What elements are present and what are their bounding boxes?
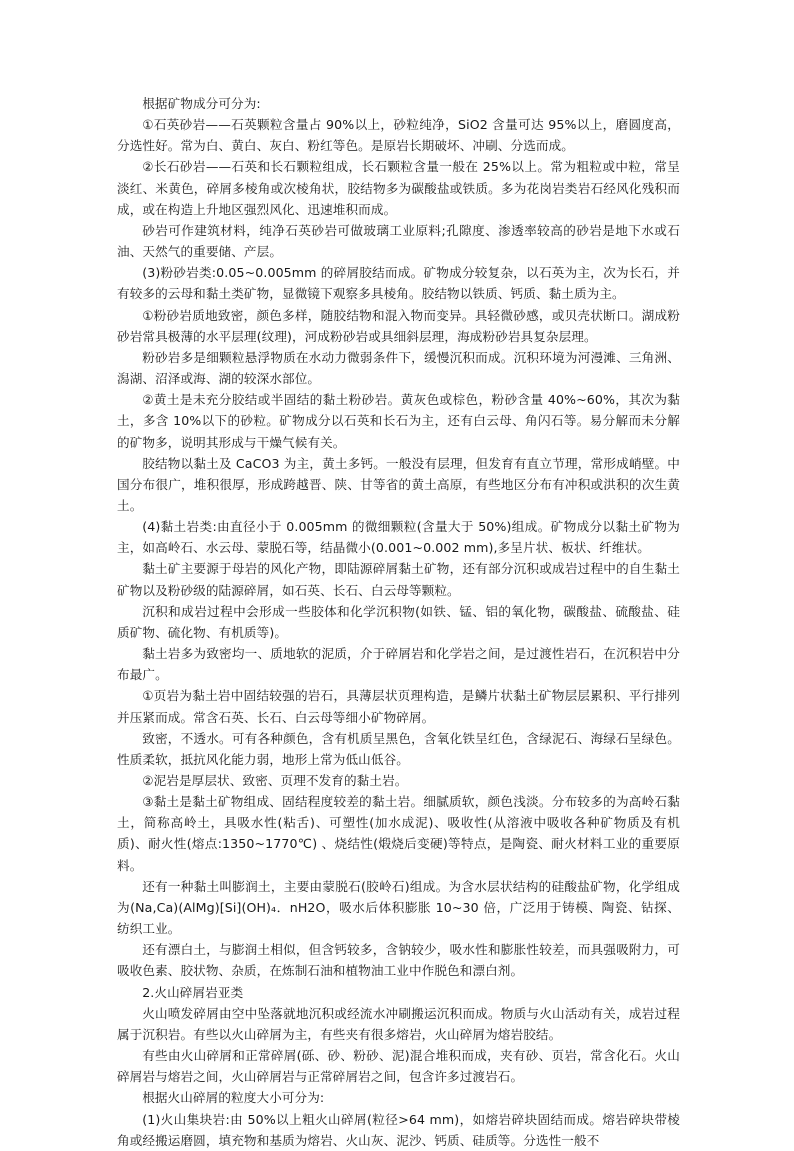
- paragraph-clay: ③黏土是黏土矿物组成、固结程度较差的黏土岩。细腻质软，颜色浅淡。分布较多的为高岭石黏土，简称高岭土，具吸水性(粘舌)、可塑性(加水成泥)、吸收性(从溶液中吸收各种矿物质及有机质)、耐火性(熔点:1350~1770℃) 、烧结性(煅烧后变硬)等特点，是陶瓷、耐火材料工业的重要原料。: [117, 794, 680, 873]
- paragraph-claystone: (4)黏土岩类:由直径小于 0.005mm 的微细颗粒(含量大于 50%)组成。矿物成分以黏土矿物为主，如高岭石、水云母、蒙脱石等，结晶微小(0.001~0.002 mm),多呈片状、板状、纤维状。: [117, 519, 680, 556]
- paragraph-grain-size-heading: 根据火山碎屑的粒度大小可分为:: [142, 1090, 325, 1106]
- paragraph-clay-minerals-origin: 黏土矿主要源于母岩的风化产物，即陆源碎屑黏土矿物，还有部分沉积或成岩过程中的自生黏土矿物以及粉砂级的陆源碎屑，如石英、长石、白云母等颗粒。: [117, 561, 680, 598]
- paragraph-claystone-nature: 黏土岩多为致密均一、质地软的泥质，介于碎屑岩和化学岩之间，是过渡性岩石，在沉积岩中分布最广。: [117, 646, 680, 683]
- paragraph-shale: ①页岩为黏土岩中固结较强的岩石，具薄层状页理构造，是鳞片状黏土矿物层层累积、平行排列并压紧而成。常含石英、长石、白云母等细小矿物碎屑。: [117, 688, 680, 725]
- paragraph-pyroclastic-origin: 火山喷发碎屑由空中坠落就地沉积或经流水冲刷搬运沉积而成。物质与火山活动有关，成岩过程属于沉积岩。有些以火山碎屑为主，有些夹有很多熔岩，火山碎屑为熔岩胶结。: [117, 1005, 680, 1042]
- paragraph-pyroclastic-mixed: 有些由火山碎屑和正常碎屑(砾、砂、粉砂、泥)混合堆积而成，夹有砂、页岩，常含化石。火山碎屑岩与熔岩之间，火山碎屑岩与正常碎屑岩之间，包含许多过渡岩石。: [117, 1048, 680, 1085]
- paragraph-siltstone-texture: ①粉砂岩质地致密，颜色多样，随胶结物和混入物而变异。具轻微砂感，或贝壳状断口。湖成粉砂岩常具极薄的水平层理(纹理)，河成粉砂岩或具细斜层理，海成粉砂岩具复杂层理。: [117, 307, 680, 344]
- paragraph-siltstone: (3)粉砂岩类:0.05~0.005mm 的碎屑胶结而成。矿物成分较复杂，以石英为主，次为长石，并有较多的云母和黏土类矿物，显微镜下观察多具棱角。胶结物以铁质、钙质、黏土质为主。: [117, 265, 680, 302]
- paragraph-bentonite: 还有一种黏土叫膨润土，主要由蒙脱石(胶岭石)组成。为含水层状结构的硅酸盐矿物，化学组成为(Na,Ca)(AlMg)[Si](OH)₄．nH2O，吸水后体积膨胀 10~30 倍，广泛用于铸模、陶瓷、钻探、纺织工业。: [117, 878, 680, 937]
- paragraph-fullers-earth: 还有漂白土，与膨润土相似，但含钙较多，含钠较少，吸水性和膨胀性较差，而具强吸附力，可吸收色素、胶状物、杂质，在炼制石油和植物油工业中作脱色和漂白剂。: [117, 942, 680, 979]
- paragraph-mudstone: ②泥岩是厚层状、致密、页理不发育的黏土岩。: [142, 773, 408, 788]
- document-page: [117, 93, 680, 1151]
- paragraph-quartz-sandstone: ①石英砂岩——石英颗粒含量占 90%以上，砂粒纯净，SiO2 含量可达 95%以上，磨圆度高，分选性好。常为白、黄白、灰白、粉红等色。是原岩长期破坏、冲刷、分选而成。: [117, 117, 680, 154]
- paragraph-colloids: 沉积和成岩过程中会形成一些胶体和化学沉积物(如铁、锰、铝的氧化物，碳酸盐、硫酸盐、硅质矿物、硫化物、有机质等)。: [117, 603, 680, 640]
- section-heading-pyroclastic: 2.火山碎屑岩亚类: [142, 984, 244, 1000]
- paragraph-loess-cement: 胶结物以黏土及 CaCO3 为主，黄土多钙。一般没有层理，但发育有直立节理，常形成峭壁。中国分布很广，堆积很厚，形成跨越晋、陕、甘等省的黄土高原，有些地区分布有冲积或洪积的次生黄土。: [117, 455, 680, 513]
- paragraph-agglomerate: (1)火山集块岩:由 50%以上粗火山碎屑(粒径>64 mm)，如熔岩碎块固结而成。熔岩碎块带棱角或经搬运磨圆，填充物和基质为熔岩、火山灰、泥沙、钙质、硅质等。分选性一般不: [117, 1111, 680, 1148]
- paragraph-sandstone-uses: 砂岩可作建筑材料，纯净石英砂岩可做玻璃工业原料;孔隙度、渗透率较高的砂岩是地下水或石油、天然气的重要储、产层。: [117, 222, 680, 260]
- paragraph-arkose: ②长石砂岩——石英和长石颗粒组成，长石颗粒含量一般在 25%以上。常为粗粒或中粒，常呈淡红、米黄色，碎屑多棱角或次棱角状，胶结物多为碳酸盐或铁质。多为花岗岩类岩石经风化残积而成，或在构造上升地区强烈风化、迅速堆积而成。: [117, 159, 680, 217]
- paragraph-shale-properties: 致密，不透水。可有各种颜色，含有机质呈黑色，含氧化铁呈红色，含绿泥石、海绿石呈绿色。性质柔软，抵抗风化能力弱，地形上常为低山低谷。: [117, 730, 680, 767]
- paragraph-siltstone-environment: 粉砂岩多是细颗粒悬浮物质在水动力微弱条件下，缓慢沉积而成。沉积环境为河漫滩、三角洲、潟湖、沼泽或海、湖的较深水部位。: [117, 349, 680, 387]
- paragraph-classification-heading: 根据矿物成分可分为:: [142, 96, 261, 111]
- paragraph-loess: ②黄土是未充分胶结或半固结的黏土粉砂岩。黄灰色或棕色，粉砂含量 40%~60%，其次为黏土，多含 10%以下的砂粒。矿物成分以石英和长石为主，还有白云母、角闪石等。易分解而未分解的矿物多，说明其形成与干燥气候有关。: [117, 392, 680, 450]
